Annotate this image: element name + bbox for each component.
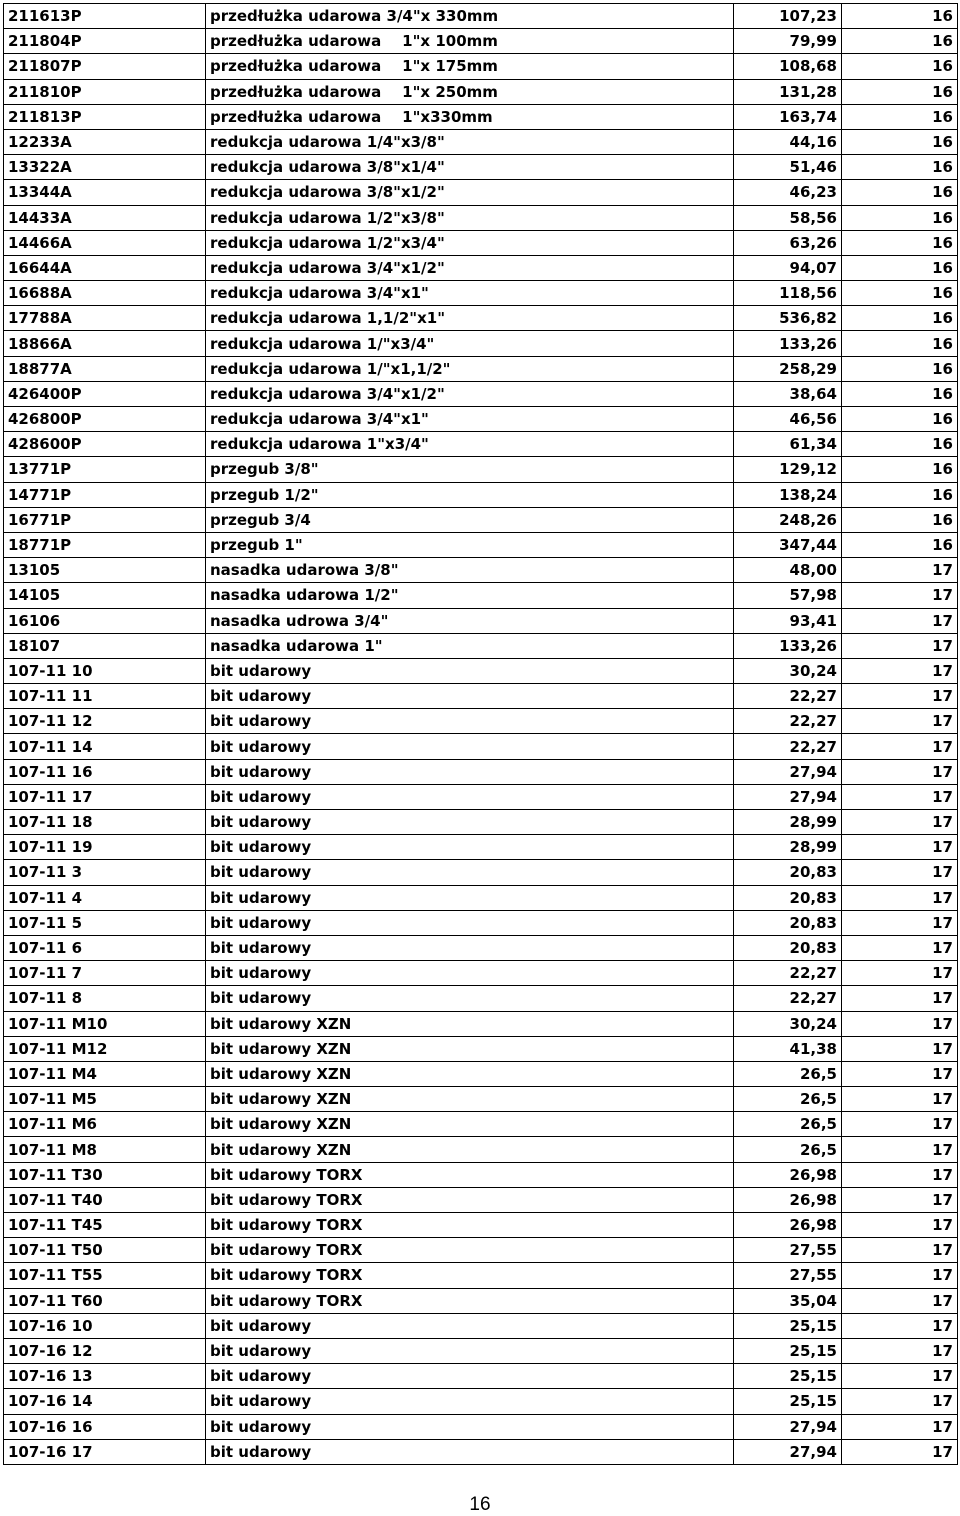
product-description: redukcja udarowa 1"x3/4" — [206, 432, 734, 457]
table-row — [4, 1187, 958, 1212]
table-row — [4, 1061, 958, 1086]
table-row — [4, 155, 958, 180]
catalog-page: 16 — [842, 306, 958, 331]
product-code: 107-11 M6 — [4, 1112, 206, 1137]
product-code: 211813P — [4, 104, 206, 129]
product-price: 61,34 — [734, 432, 842, 457]
table-row — [4, 507, 958, 532]
catalog-page: 16 — [842, 407, 958, 432]
catalog-page: 17 — [842, 1414, 958, 1439]
product-price: 46,56 — [734, 407, 842, 432]
product-code: 18107 — [4, 633, 206, 658]
product-code: 211804P — [4, 29, 206, 54]
page-number: 16 — [469, 1494, 491, 1515]
table-row — [4, 1263, 958, 1288]
product-price: 38,64 — [734, 381, 842, 406]
table-row — [4, 1238, 958, 1263]
product-description: bit udarowy — [206, 1338, 734, 1363]
table-row — [4, 331, 958, 356]
product-code: 107-11 8 — [4, 986, 206, 1011]
product-code: 428600P — [4, 432, 206, 457]
table-row — [4, 432, 958, 457]
product-code: 107-11 M8 — [4, 1137, 206, 1162]
catalog-page: 16 — [842, 180, 958, 205]
product-code: 107-11 T50 — [4, 1238, 206, 1263]
product-price: 25,15 — [734, 1364, 842, 1389]
product-code: 16771P — [4, 507, 206, 532]
catalog-page: 17 — [842, 784, 958, 809]
table-row — [4, 558, 958, 583]
table-row — [4, 205, 958, 230]
product-price: 44,16 — [734, 129, 842, 154]
product-price: 26,5 — [734, 1112, 842, 1137]
product-description: redukcja udarowa 1/"x1,1/2" — [206, 356, 734, 381]
catalog-page: 17 — [842, 1364, 958, 1389]
product-price: 118,56 — [734, 281, 842, 306]
catalog-page: 17 — [842, 1061, 958, 1086]
catalog-page: 16 — [842, 129, 958, 154]
product-price: 347,44 — [734, 532, 842, 557]
product-code: 107-16 13 — [4, 1364, 206, 1389]
product-code: 107-16 16 — [4, 1414, 206, 1439]
product-code: 16106 — [4, 608, 206, 633]
product-code: 211810P — [4, 79, 206, 104]
catalog-page: 17 — [842, 1263, 958, 1288]
catalog-page: 17 — [842, 558, 958, 583]
product-code: 107-11 T55 — [4, 1263, 206, 1288]
catalog-page: 17 — [842, 1338, 958, 1363]
product-price: 27,94 — [734, 1439, 842, 1464]
table-row — [4, 104, 958, 129]
table-row — [4, 180, 958, 205]
product-description: redukcja udarowa 1/2"x3/8" — [206, 205, 734, 230]
catalog-page: 17 — [842, 1313, 958, 1338]
product-description: bit udarowy — [206, 935, 734, 960]
table-row — [4, 356, 958, 381]
product-code: 12233A — [4, 129, 206, 154]
catalog-page: 17 — [842, 935, 958, 960]
product-price: 22,27 — [734, 961, 842, 986]
table-row — [4, 633, 958, 658]
product-code: 17788A — [4, 306, 206, 331]
product-description: nasadka udarowa 1" — [206, 633, 734, 658]
product-description: przegub 3/4 — [206, 507, 734, 532]
catalog-page: 16 — [842, 482, 958, 507]
product-description: bit udarowy — [206, 961, 734, 986]
product-price: 93,41 — [734, 608, 842, 633]
catalog-page: 17 — [842, 1439, 958, 1464]
table-row — [4, 407, 958, 432]
product-description: bit udarowy — [206, 734, 734, 759]
product-description: redukcja udarowa 3/4"x1" — [206, 407, 734, 432]
catalog-page: 17 — [842, 658, 958, 683]
product-description: bit udarowy — [206, 986, 734, 1011]
product-code: 107-11 16 — [4, 759, 206, 784]
product-description: nasadka udrowa 3/4" — [206, 608, 734, 633]
product-price: 20,83 — [734, 885, 842, 910]
catalog-page: 17 — [842, 1389, 958, 1414]
product-code: 107-11 5 — [4, 910, 206, 935]
product-description: bit udarowy TORX — [206, 1263, 734, 1288]
product-code: 13771P — [4, 457, 206, 482]
table-row — [4, 961, 958, 986]
product-code: 107-11 M4 — [4, 1061, 206, 1086]
product-price: 108,68 — [734, 54, 842, 79]
table-row — [4, 281, 958, 306]
table-row — [4, 1389, 958, 1414]
product-price: 26,98 — [734, 1187, 842, 1212]
product-code: 14433A — [4, 205, 206, 230]
product-price: 30,24 — [734, 658, 842, 683]
product-price: 28,99 — [734, 810, 842, 835]
product-description: bit udarowy TORX — [206, 1213, 734, 1238]
product-price: 28,99 — [734, 835, 842, 860]
product-price: 107,23 — [734, 4, 842, 29]
product-price: 27,94 — [734, 759, 842, 784]
product-price: 133,26 — [734, 633, 842, 658]
product-price: 27,94 — [734, 784, 842, 809]
product-description: bit udarowy — [206, 658, 734, 683]
product-description: bit udarowy — [206, 1389, 734, 1414]
product-price: 27,55 — [734, 1263, 842, 1288]
product-description: bit udarowy — [206, 1414, 734, 1439]
product-code: 107-11 T30 — [4, 1162, 206, 1187]
catalog-page: 16 — [842, 79, 958, 104]
product-description: redukcja udarowa 1,1/2"x1" — [206, 306, 734, 331]
catalog-page: 17 — [842, 961, 958, 986]
table-row — [4, 29, 958, 54]
product-code: 107-11 10 — [4, 658, 206, 683]
product-description: przedłużka udarowa 1"x 250mm — [206, 79, 734, 104]
table-row — [4, 532, 958, 557]
product-code: 107-11 6 — [4, 935, 206, 960]
product-description: bit udarowy XZN — [206, 1137, 734, 1162]
product-description: bit udarowy — [206, 709, 734, 734]
product-price: 133,26 — [734, 331, 842, 356]
product-code: 16644A — [4, 255, 206, 280]
catalog-page: 17 — [842, 1137, 958, 1162]
table-row — [4, 1036, 958, 1061]
product-description: bit udarowy — [206, 784, 734, 809]
catalog-page: 16 — [842, 432, 958, 457]
product-price: 63,26 — [734, 230, 842, 255]
table-row — [4, 658, 958, 683]
catalog-page: 16 — [842, 255, 958, 280]
product-description: przegub 1/2" — [206, 482, 734, 507]
product-code: 14105 — [4, 583, 206, 608]
catalog-page: 17 — [842, 684, 958, 709]
product-description: redukcja udarowa 1/4"x3/8" — [206, 129, 734, 154]
table-row — [4, 1112, 958, 1137]
product-price: 26,5 — [734, 1061, 842, 1086]
table-row — [4, 885, 958, 910]
product-description: przedłużka udarowa 1"x 175mm — [206, 54, 734, 79]
table-row — [4, 129, 958, 154]
product-description: bit udarowy — [206, 1364, 734, 1389]
product-code: 107-11 12 — [4, 709, 206, 734]
catalog-page: 17 — [842, 1213, 958, 1238]
product-description: bit udarowy XZN — [206, 1011, 734, 1036]
table-row — [4, 54, 958, 79]
product-price: 22,27 — [734, 684, 842, 709]
product-description: przedłużka udarowa 1"x330mm — [206, 104, 734, 129]
product-code: 426400P — [4, 381, 206, 406]
table-row — [4, 1439, 958, 1464]
product-description: redukcja udarowa 1/"x3/4" — [206, 331, 734, 356]
product-price: 258,29 — [734, 356, 842, 381]
table-row — [4, 935, 958, 960]
product-code: 13105 — [4, 558, 206, 583]
table-row — [4, 1162, 958, 1187]
product-price: 22,27 — [734, 986, 842, 1011]
product-code: 18877A — [4, 356, 206, 381]
product-description: bit udarowy XZN — [206, 1087, 734, 1112]
table-row — [4, 230, 958, 255]
catalog-page: 16 — [842, 104, 958, 129]
product-description: bit udarowy TORX — [206, 1288, 734, 1313]
catalog-page: 16 — [842, 381, 958, 406]
catalog-page: 17 — [842, 835, 958, 860]
product-description: bit udarowy — [206, 810, 734, 835]
product-code: 14466A — [4, 230, 206, 255]
table-row — [4, 784, 958, 809]
table-row — [4, 709, 958, 734]
price-table — [3, 3, 958, 1465]
catalog-page: 17 — [842, 810, 958, 835]
product-description: nasadka udarowa 1/2" — [206, 583, 734, 608]
product-description: redukcja udarowa 1/2"x3/4" — [206, 230, 734, 255]
table-row — [4, 860, 958, 885]
catalog-page: 17 — [842, 633, 958, 658]
catalog-page: 16 — [842, 155, 958, 180]
product-price: 22,27 — [734, 734, 842, 759]
product-code: 107-11 M10 — [4, 1011, 206, 1036]
catalog-page: 17 — [842, 1187, 958, 1212]
product-code: 107-11 3 — [4, 860, 206, 885]
product-description: bit udarowy — [206, 910, 734, 935]
catalog-page: 17 — [842, 1087, 958, 1112]
product-price: 25,15 — [734, 1338, 842, 1363]
product-code: 107-11 T40 — [4, 1187, 206, 1212]
table-row — [4, 810, 958, 835]
product-code: 107-11 18 — [4, 810, 206, 835]
catalog-page: 17 — [842, 734, 958, 759]
table-row — [4, 734, 958, 759]
product-code: 426800P — [4, 407, 206, 432]
table-row — [4, 457, 958, 482]
table-row — [4, 1137, 958, 1162]
table-row — [4, 759, 958, 784]
product-code: 107-11 M5 — [4, 1087, 206, 1112]
product-code: 18771P — [4, 532, 206, 557]
product-description: bit udarowy TORX — [206, 1162, 734, 1187]
product-code: 211807P — [4, 54, 206, 79]
product-price: 46,23 — [734, 180, 842, 205]
product-code: 107-16 10 — [4, 1313, 206, 1338]
catalog-page: 17 — [842, 910, 958, 935]
table-row — [4, 79, 958, 104]
product-code: 107-16 14 — [4, 1389, 206, 1414]
table-row — [4, 381, 958, 406]
product-code: 107-11 11 — [4, 684, 206, 709]
table-row — [4, 608, 958, 633]
table-row — [4, 1288, 958, 1313]
product-code: 16688A — [4, 281, 206, 306]
catalog-page: 17 — [842, 1288, 958, 1313]
catalog-page: 16 — [842, 230, 958, 255]
product-price: 41,38 — [734, 1036, 842, 1061]
product-code: 107-11 14 — [4, 734, 206, 759]
product-price: 27,94 — [734, 1414, 842, 1439]
catalog-page: 17 — [842, 1112, 958, 1137]
product-code: 14771P — [4, 482, 206, 507]
product-description: przedłużka udarowa 3/4"x 330mm — [206, 4, 734, 29]
product-price: 25,15 — [734, 1389, 842, 1414]
product-code: 107-11 T60 — [4, 1288, 206, 1313]
product-description: redukcja udarowa 3/4"x1" — [206, 281, 734, 306]
catalog-page: 16 — [842, 205, 958, 230]
catalog-page: 16 — [842, 532, 958, 557]
table-row — [4, 684, 958, 709]
product-description: bit udarowy TORX — [206, 1238, 734, 1263]
table-row — [4, 306, 958, 331]
table-row — [4, 583, 958, 608]
product-price: 163,74 — [734, 104, 842, 129]
product-description: bit udarowy — [206, 1313, 734, 1338]
table-row — [4, 1364, 958, 1389]
catalog-page: 17 — [842, 1036, 958, 1061]
product-description: redukcja udarowa 3/8"x1/2" — [206, 180, 734, 205]
product-code: 13322A — [4, 155, 206, 180]
catalog-page: 16 — [842, 457, 958, 482]
product-price: 94,07 — [734, 255, 842, 280]
catalog-page: 16 — [842, 4, 958, 29]
table-row — [4, 1313, 958, 1338]
product-code: 211613P — [4, 4, 206, 29]
table-row — [4, 255, 958, 280]
catalog-page: 17 — [842, 759, 958, 784]
product-price: 536,82 — [734, 306, 842, 331]
product-description: bit udarowy — [206, 1439, 734, 1464]
product-price: 131,28 — [734, 79, 842, 104]
product-description: bit udarowy — [206, 759, 734, 784]
product-description: przegub 3/8" — [206, 457, 734, 482]
product-price: 129,12 — [734, 457, 842, 482]
product-code: 107-11 M12 — [4, 1036, 206, 1061]
catalog-page: 17 — [842, 608, 958, 633]
product-price: 248,26 — [734, 507, 842, 532]
price-rows — [4, 4, 958, 1465]
product-description: bit udarowy XZN — [206, 1061, 734, 1086]
product-description: bit udarowy — [206, 684, 734, 709]
product-price: 138,24 — [734, 482, 842, 507]
catalog-page: 17 — [842, 1162, 958, 1187]
catalog-page: 16 — [842, 281, 958, 306]
product-code: 18866A — [4, 331, 206, 356]
catalog-page: 16 — [842, 29, 958, 54]
product-description: bit udarowy TORX — [206, 1187, 734, 1212]
product-price: 20,83 — [734, 910, 842, 935]
product-code: 107-11 17 — [4, 784, 206, 809]
catalog-page: 17 — [842, 860, 958, 885]
product-code: 107-16 17 — [4, 1439, 206, 1464]
table-row — [4, 1213, 958, 1238]
catalog-page: 16 — [842, 331, 958, 356]
catalog-page: 17 — [842, 1011, 958, 1036]
catalog-page: 17 — [842, 583, 958, 608]
catalog-page: 17 — [842, 709, 958, 734]
product-price: 26,5 — [734, 1087, 842, 1112]
product-price: 57,98 — [734, 583, 842, 608]
product-code: 107-16 12 — [4, 1338, 206, 1363]
product-price: 26,5 — [734, 1137, 842, 1162]
product-price: 79,99 — [734, 29, 842, 54]
product-code: 107-11 7 — [4, 961, 206, 986]
product-price: 26,98 — [734, 1213, 842, 1238]
product-price: 20,83 — [734, 935, 842, 960]
product-price: 35,04 — [734, 1288, 842, 1313]
product-description: bit udarowy — [206, 885, 734, 910]
product-price: 25,15 — [734, 1313, 842, 1338]
product-price: 22,27 — [734, 709, 842, 734]
product-description: przedłużka udarowa 1"x 100mm — [206, 29, 734, 54]
product-price: 27,55 — [734, 1238, 842, 1263]
product-description: bit udarowy — [206, 860, 734, 885]
table-row — [4, 1414, 958, 1439]
catalog-page: 17 — [842, 885, 958, 910]
product-description: redukcja udarowa 3/4"x1/2" — [206, 381, 734, 406]
product-price: 26,98 — [734, 1162, 842, 1187]
product-price: 58,56 — [734, 205, 842, 230]
product-description: redukcja udarowa 3/8"x1/4" — [206, 155, 734, 180]
catalog-page: 16 — [842, 356, 958, 381]
product-price: 30,24 — [734, 1011, 842, 1036]
catalog-page: 17 — [842, 1238, 958, 1263]
product-description: redukcja udarowa 3/4"x1/2" — [206, 255, 734, 280]
catalog-page: 16 — [842, 54, 958, 79]
table-row — [4, 1011, 958, 1036]
catalog-page: 17 — [842, 986, 958, 1011]
table-row — [4, 4, 958, 29]
product-price: 20,83 — [734, 860, 842, 885]
product-code: 107-11 T45 — [4, 1213, 206, 1238]
product-code: 107-11 19 — [4, 835, 206, 860]
product-description: bit udarowy XZN — [206, 1036, 734, 1061]
table-row — [4, 1338, 958, 1363]
product-description: bit udarowy XZN — [206, 1112, 734, 1137]
table-row — [4, 482, 958, 507]
product-price: 48,00 — [734, 558, 842, 583]
product-code: 107-11 4 — [4, 885, 206, 910]
product-description: bit udarowy — [206, 835, 734, 860]
product-price: 51,46 — [734, 155, 842, 180]
table-row — [4, 835, 958, 860]
catalog-page: 16 — [842, 507, 958, 532]
table-row — [4, 910, 958, 935]
table-row — [4, 986, 958, 1011]
table-row — [4, 1087, 958, 1112]
product-code: 13344A — [4, 180, 206, 205]
product-description: nasadka udarowa 3/8" — [206, 558, 734, 583]
product-description: przegub 1" — [206, 532, 734, 557]
